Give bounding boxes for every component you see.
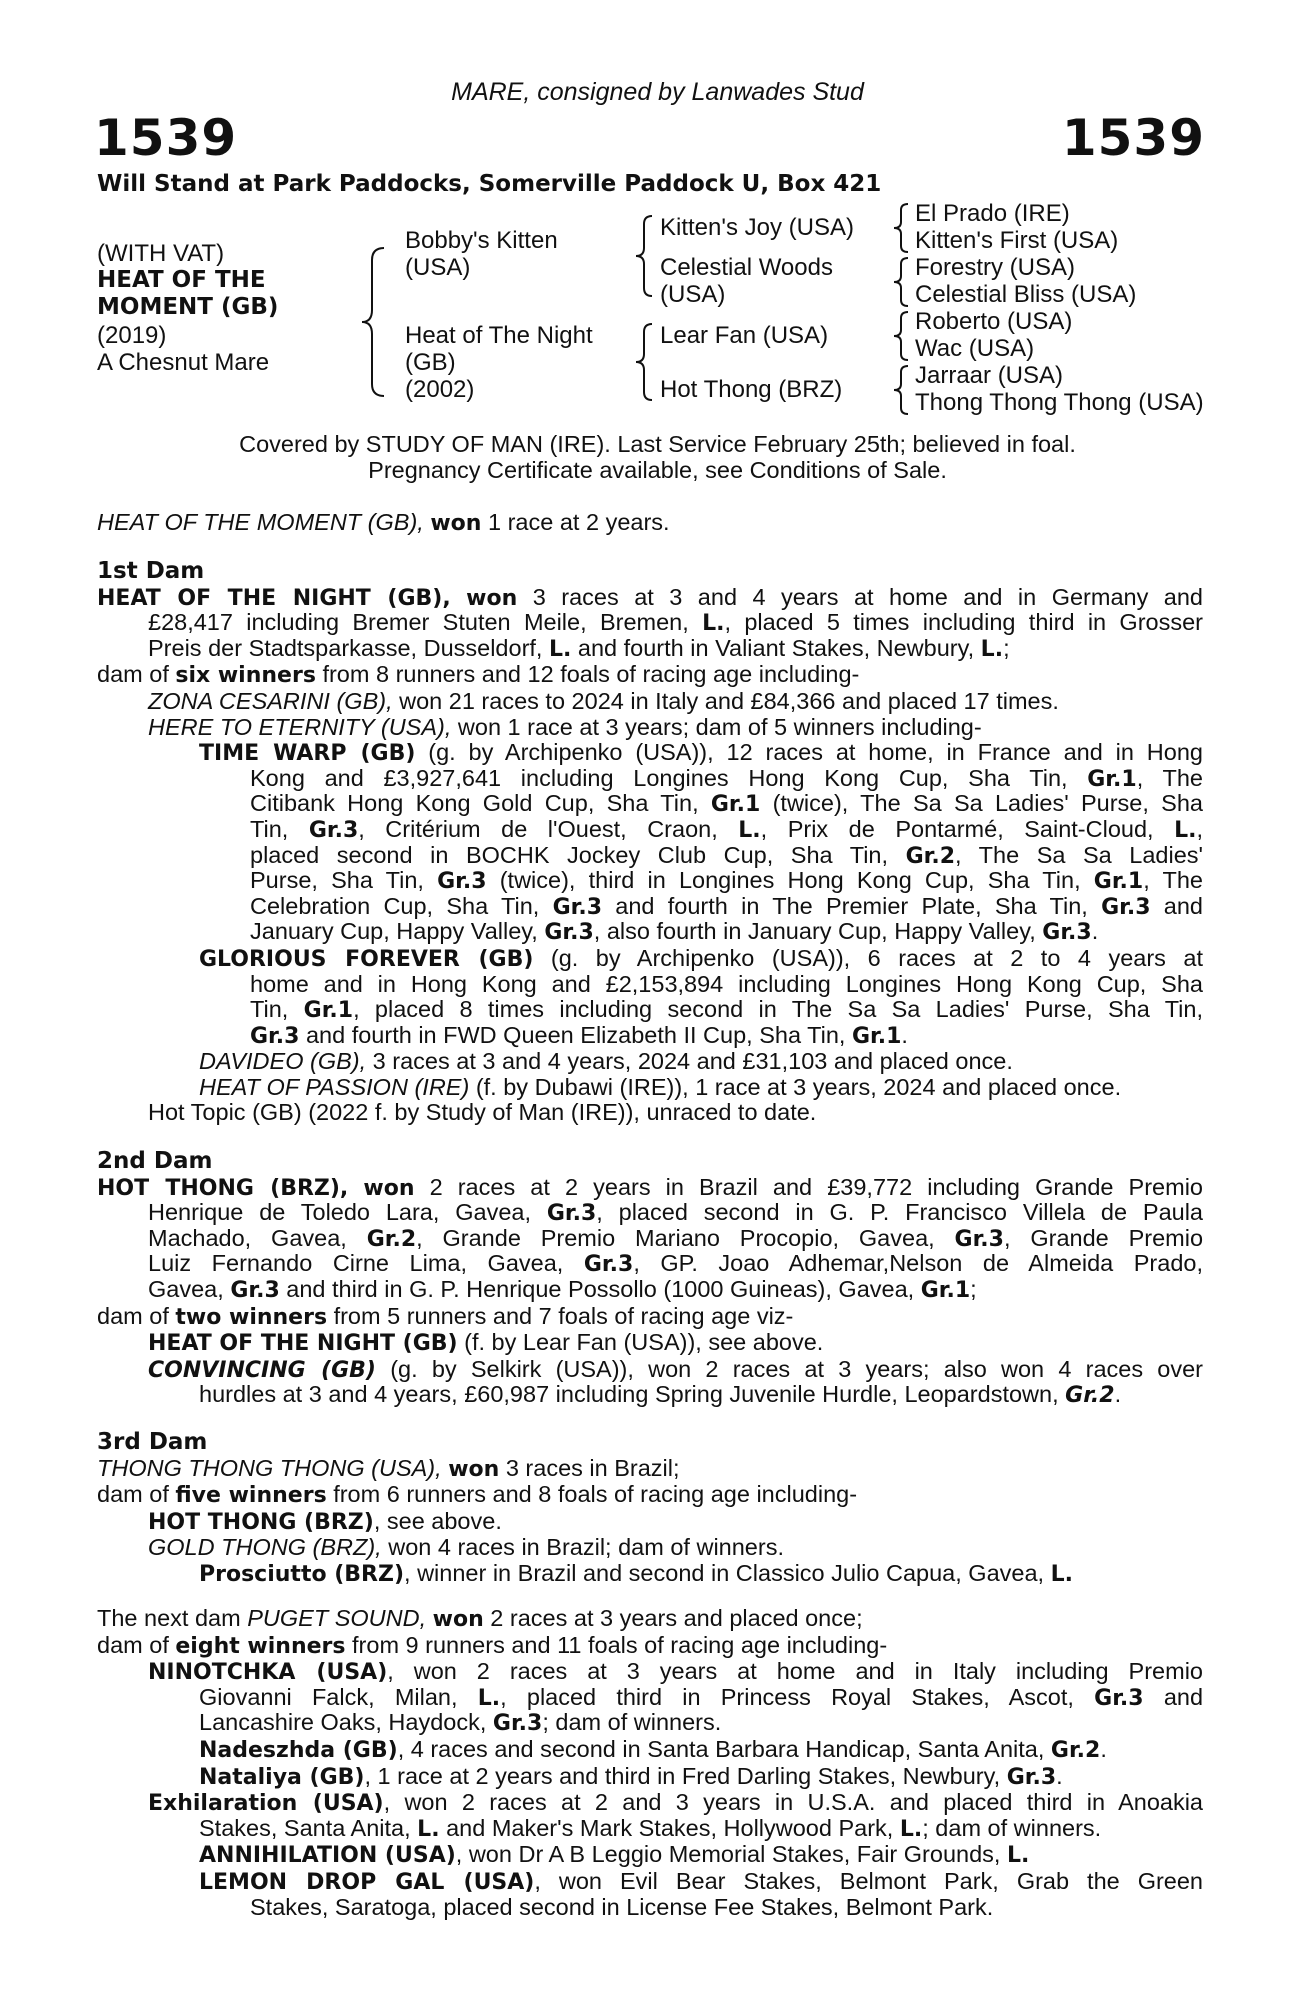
time-warp-line7: Celebration Cup, Sha Tin, Gr.3 and fourth in The Premier Plate, Sha Tin, Gr.3 and [250,893,1203,920]
time-warp-line5: placed second in BOCHK Jockey Club Cup, Sha Tin, Gr.2, The Sa Sa Ladies' [250,842,1203,869]
sire-dam-line1: Celestial Woods [660,254,833,281]
ds-brace-icon [890,310,912,362]
intro-line [97,510,1203,537]
first-dam-line3: Preis der Stadtsparkasse, Dusseldorf, L. and fourth in Valiant Stakes, Newbury, L.; [148,634,1010,662]
next-dam-section [97,1606,1203,1920]
hot-topic-line: Hot Topic (GB) (2022 f. by Study of Man (IRE)), unraced to date. [148,1099,817,1126]
dam-dam: Hot Thong (BRZ) [660,376,843,403]
convincing-line2: hurdles at 3 and 4 years, £60,987 including Spring Juvenile Hurdle, Leopardstown, Gr.2. [199,1381,1122,1409]
third-dam-line1: THONG THONG THONG (USA), won 3 races in Brazil; [97,1454,680,1482]
convincing-line1: CONVINCING (GB) (g. by Selkirk (USA)), won 2 races at 3 years; also won 4 races over [148,1356,1203,1383]
zona-cesarini-line: ZONA CESARINI (GB), won 21 races to 2024 in Italy and £84,366 and placed 17 times. [148,687,1059,714]
ninotchka-line2: Giovanni Falck, Milan, L., placed third in Princess Royal Stakes, Ascot, Gr.3 and [199,1684,1203,1711]
dam-sire-dam: Wac (USA) [915,335,1035,362]
first-dam-produce-summary: dam of six winners from 8 runners and 12 foals of racing age including- [97,661,860,689]
glorious-forever-line3: Tin, Gr.1, placed 8 times including second in The Sa Sa Ladies' Purse, Sha Tin, [250,997,1203,1023]
second-dam-line1: HOT THONG (BRZ), won 2 races at 2 years in Brazil and £39,772 including Grande Premio [97,1174,1203,1201]
intro-won: won [430,511,482,536]
lemon-drop-gal-line1: LEMON DROP GAL (USA), won Evil Bear Stakes, Belmont Park, Grab the Green [199,1868,1203,1895]
time-warp-line1: TIME WARP (GB) (g. by Archipenko (USA)), 12 races at home, in France and in Hong [199,740,1203,766]
horse-name-line2: MOMENT (GB) [97,294,279,320]
sire-sire-dam: Kitten's First (USA) [915,227,1119,254]
annihilation-line: ANNIHILATION (USA), won Dr A B Leggio Memorial Stakes, Fair Grounds, L. [199,1841,1030,1869]
covered-line2: Pregnancy Certificate available, see Conditions of Sale. [368,457,947,483]
horse-name-line1: HEAT OF THE [97,267,266,293]
second-dam-section [97,1149,1203,1409]
time-warp-line3: Citibank Hong Kong Gold Cup, Sha Tin, Gr.1 (twice), The Sa Sa Ladies' Purse, Sha [250,791,1203,817]
next-dam-produce-summary: dam of eight winners from 9 runners and 11 foals of racing age including- [97,1631,888,1659]
time-warp-line2: Kong and £3,927,641 including Longines Hong Kong Cup, Sha Tin, Gr.1, The [250,765,1203,792]
ninotchka-line1: NINOTCHKA (USA), won 2 races at 3 years at home and in Italy including Premio [148,1659,1203,1685]
sire-sire: Kitten's Joy (USA) [660,214,854,241]
second-dam-line2: Henrique de Toledo Lara, Gavea, Gr.3, placed second in G. P. Francisco Villela de Paula [148,1200,1203,1226]
sd-brace-icon [890,256,912,308]
first-dam-heading: 1st Dam [97,558,205,584]
lot-number-left: 1539 [94,109,238,167]
intro-rest: 1 race at 2 years. [488,509,670,535]
main-brace-icon [358,246,388,398]
dam-year: (2002) [405,376,475,403]
dam-country: (GB) [405,349,456,376]
intro-horse-name: HEAT OF THE MOMENT (GB), [97,509,424,535]
sire-dam-line2: (USA) [660,281,726,308]
time-warp-line8: January Cup, Happy Valley, Gr.3, also fourth in January Cup, Happy Valley, Gr.3. [250,918,1099,946]
consignment-line: MARE, consigned by Lanwades Stud [451,78,864,106]
ss-brace-icon [890,202,912,254]
stand-location: Will Stand at Park Paddocks, Somerville Paddock U, Box 421 [97,171,882,197]
first-dam-line1: HEAT OF THE NIGHT (GB), won 3 races at 3 and 4 years at home and in Germany and [97,584,1203,611]
third-dam-produce-summary: dam of five winners from 6 runners and 8 foals of racing age including- [97,1481,858,1509]
second-dam-line3: Machado, Gavea, Gr.2, Grande Premio Mariano Procopio, Gavea, Gr.3, Grande Premio [148,1225,1203,1252]
vat-note: (WITH VAT) [97,240,225,267]
sire-dam-sire: Forestry (USA) [915,254,1076,281]
time-warp-line4: Tin, Gr.3, Critérium de l'Ouest, Craon, L., Prix de Pontarmé, Saint-Cloud, L., [250,816,1203,843]
dam-brace-icon [632,322,656,402]
heat-of-passion-line: HEAT OF PASSION (IRE) (f. by Dubawi (IRE)), 1 race at 3 years, 2024 and placed once. [199,1073,1122,1100]
hot-thong-ref: HOT THONG (BRZ), see above. [148,1507,502,1535]
dam-dam-sire: Jarraar (USA) [915,362,1064,389]
gold-thong-line: GOLD THONG (BRZ), won 4 races in Brazil; dam of winners. [148,1534,784,1561]
second-dam-produce-summary: dam of two winners from 5 runners and 7 foals of racing age viz- [97,1302,794,1330]
dd-brace-icon [890,364,912,416]
heat-of-the-night-ref: HEAT OF THE NIGHT (GB) (f. by Lear Fan (USA)), see above. [148,1329,824,1357]
dam-dam-dam: Thong Thong Thong (USA) [915,389,1204,416]
prosciutto-line: Prosciutto (BRZ), winner in Brazil and second in Classico Julio Capua, Gavea, L. [199,1559,1073,1587]
first-dam-section [97,559,1203,1126]
sire-country: (USA) [405,254,471,281]
time-warp-line6: Purse, Sha Tin, Gr.3 (twice), third in Longines Hong Kong Cup, Sha Tin, Gr.1, The [250,868,1203,894]
dam-sire: Lear Fan (USA) [660,322,829,349]
nataliya-line: Nataliya (GB), 1 race at 2 years and third in Fred Darling Stakes, Newbury, Gr.3. [199,1762,1063,1790]
ninotchka-line3: Lancashire Oaks, Haydock, Gr.3; dam of winners. [199,1709,722,1737]
exhilaration-line1: Exhilaration (USA), won 2 races at 2 and 3 years in U.S.A. and placed third in Anoakia [148,1790,1203,1816]
third-dam-section [97,1430,1203,1588]
nadeszhda-line: Nadeszhda (GB), 4 races and second in Santa Barbara Handicap, Santa Anita, Gr.2. [199,1735,1107,1763]
horse-year: (2019) [97,322,167,349]
horse-description: A Chesnut Mare [97,349,270,376]
next-dam-line1: The next dam PUGET SOUND, won 2 races at 3 years and placed once; [97,1605,863,1632]
davideo-line: DAVIDEO (GB), 3 races at 3 and 4 years, 2024 and £31,103 and placed once. [199,1048,1013,1075]
sire-sire-sire: El Prado (IRE) [915,200,1070,227]
second-dam-line4: Luiz Fernando Cirne Lima, Gavea, Gr.3, GP. Joao Adhemar,Nelson de Almeida Prado, [148,1251,1203,1277]
glorious-forever-line4: Gr.3 and fourth in FWD Queen Elizabeth II Cup, Sha Tin, Gr.1. [250,1021,908,1049]
lemon-drop-gal-line2: Stakes, Saratoga, placed second in License Fee Stakes, Belmont Park. [250,1893,994,1920]
sire-dam-dam: Celestial Bliss (USA) [915,281,1137,308]
third-dam-heading: 3rd Dam [97,1429,208,1455]
lot-number-right: 1539 [1061,109,1205,167]
covered-line1: Covered by STUDY OF MAN (IRE). Last Service February 25th; believed in foal. [239,431,1076,457]
second-dam-line5: Gavea, Gr.3 and third in G. P. Henrique Possollo (1000 Guineas), Gavea, Gr.1; [148,1275,977,1303]
here-to-eternity-line: HERE TO ETERNITY (USA), won 1 race at 3 years; dam of 5 winners including- [148,713,982,740]
dam-sire-sire: Roberto (USA) [915,308,1073,335]
first-dam-line2: £28,417 including Bremer Stuten Meile, Bremen, L., placed 5 times including third in Grosser [148,610,1203,636]
glorious-forever-line2: home and in Hong Kong and £2,153,894 including Longines Hong Kong Cup, Sha [250,971,1203,997]
sire-brace-icon [632,214,656,298]
sire-name: Bobby's Kitten [405,227,558,254]
exhilaration-line2: Stakes, Santa Anita, L. and Maker's Mark Stakes, Hollywood Park, L.; dam of winners. [199,1814,1102,1842]
second-dam-heading: 2nd Dam [97,1148,213,1174]
dam-name: Heat of The Night [405,322,593,349]
glorious-forever-line1: GLORIOUS FOREVER (GB) (g. by Archipenko (USA)), 6 races at 2 to 4 years at [199,945,1203,972]
